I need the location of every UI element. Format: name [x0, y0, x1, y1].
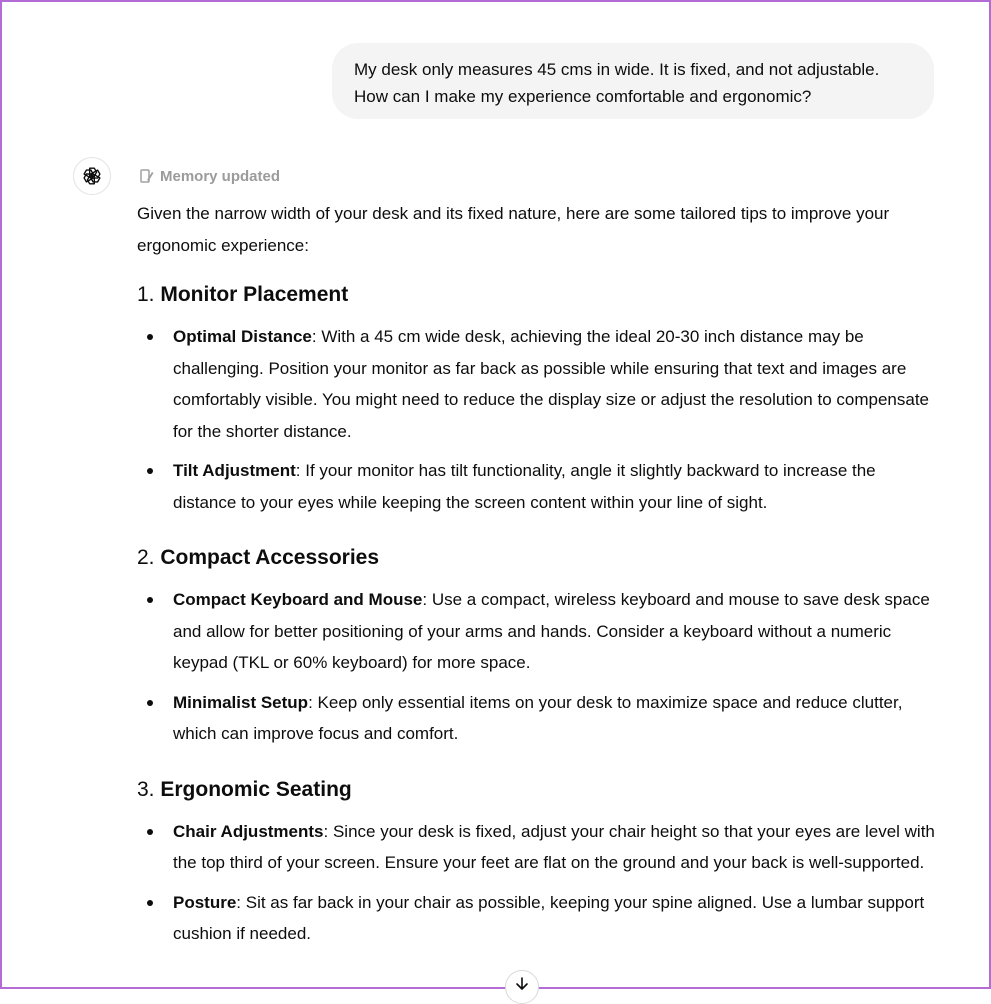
memory-pencil-icon [140, 169, 154, 184]
list-item: Tilt Adjustment: If your monitor has tilt functionality, angle it slightly backward to increase the distance to your eyes while keeping the screen content within your line of sight. [137, 455, 937, 518]
memory-updated-indicator[interactable] [140, 165, 280, 187]
section-heading-compact-accessories: 2. Compact Accessories [137, 546, 380, 569]
memory-updated-label: Memory updated [160, 167, 281, 185]
assistant-avatar [73, 157, 111, 195]
list-item: Minimalist Setup: Keep only essential items on your desk to maximize space and reduce clutter, which can improve focus and comfort. [137, 687, 937, 750]
list-item: Posture: Sit as far back in your chair as possible, keeping your spine aligned. Use a lumbar support cushion if needed. [137, 887, 937, 950]
section-list-monitor-placement [137, 321, 937, 518]
openai-logo-icon [81, 165, 103, 187]
section-list-ergonomic-seating [137, 816, 937, 950]
list-item: Compact Keyboard and Mouse: Use a compact, wireless keyboard and mouse to save desk space and allow for better positioning of your arms and hands. Consider a keyboard without a numeric keypad (TKL or 60% keyboard) for more space. [137, 584, 937, 679]
list-item: Chair Adjustments: Since your desk is fixed, adjust your chair height so that your eyes are level with the top third of your screen. Ensure your feet are flat on the ground and your back is well-supported. [137, 816, 937, 879]
response-intro: Given the narrow width of your desk and its fixed nature, here are some tailored tips to improve your ergonomic experience: [137, 204, 890, 255]
section-heading-ergonomic-seating: 3. Ergonomic Seating [137, 777, 352, 801]
user-message-line-2: How can I make my experience comfortable and ergonomic? [354, 87, 812, 106]
user-message-bubble [332, 43, 934, 119]
section-list-compact-accessories [137, 584, 937, 750]
list-item: Optimal Distance: With a 45 cm wide desk, achieving the ideal 20-30 inch distance may be challenging. Position your monitor as far back as possible while ensuring that text and images are comfortably visible. You might need to reduce the display size or adjust the resolution to compensate for the shorter distance. [137, 321, 937, 447]
scroll-to-bottom-button[interactable] [505, 970, 539, 1004]
section-heading-monitor-placement: 1. Monitor Placement [137, 283, 349, 306]
assistant-response [137, 198, 937, 950]
user-message-line-1: My desk only measures 45 cms in wide. It is fixed, and not adjustable. [354, 60, 880, 79]
